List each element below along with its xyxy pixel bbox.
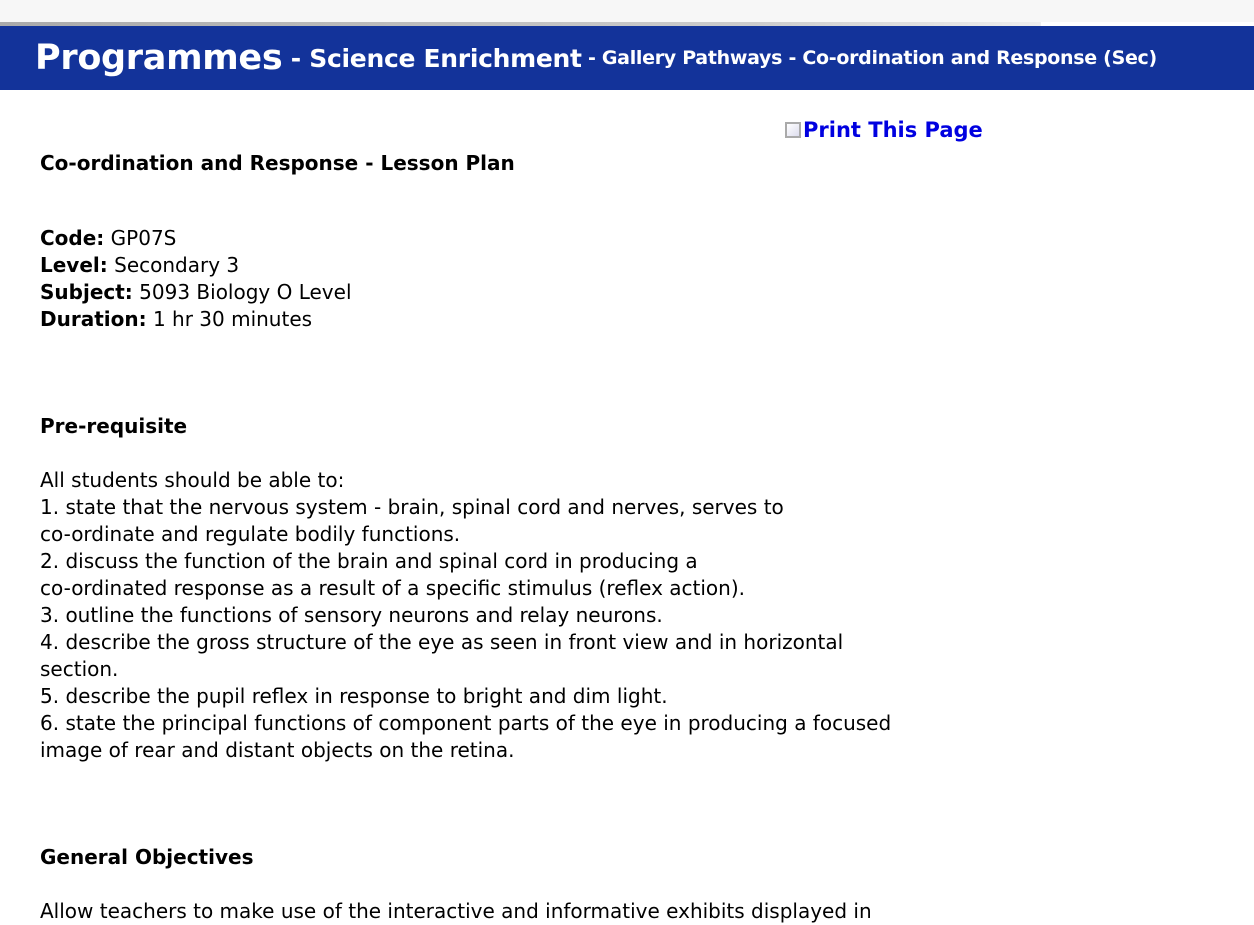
text-line: Allow teachers to make use of the interactive and informative exhibits displayed in <box>40 899 872 923</box>
meta-value: Secondary 3 <box>107 253 240 277</box>
text-line: 3. outline the functions of sensory neurons and relay neurons. <box>40 603 663 627</box>
meta-label: Subject: <box>40 280 133 304</box>
prereq-heading: Pre-requisite <box>40 414 188 438</box>
prereq-text <box>40 467 1020 764</box>
objectives-heading: General Objectives <box>40 845 254 869</box>
lesson-meta <box>40 225 1020 333</box>
banner-topic: Co-ordination and Response (Sec) <box>802 47 1157 69</box>
text-line: 2. discuss the function of the brain and spinal cord in producing a <box>40 549 698 573</box>
browser-top-strip <box>0 0 1254 22</box>
banner-sep: - <box>782 47 803 69</box>
meta-value: 1 hr 30 minutes <box>146 307 313 331</box>
meta-value: 5093 Biology O Level <box>132 280 352 304</box>
print-icon <box>785 122 801 138</box>
text-line: 5. describe the pupil reflex in response to bright and dim light. <box>40 684 668 708</box>
page-banner <box>0 26 1254 90</box>
banner-programmes: Programmes <box>35 38 283 78</box>
banner-gallery: Gallery Pathways <box>601 47 783 69</box>
meta-level <box>40 252 1020 279</box>
text-line: image of rear and distant objects on the retina. <box>40 738 515 762</box>
text-line: 1. state that the nervous system - brain, spinal cord and nerves, serves to <box>40 495 784 519</box>
text-line: 4. describe the gross structure of the eye as seen in front view and in horizontal <box>40 630 844 654</box>
meta-label: Code: <box>40 226 105 250</box>
print-label: Print This Page <box>803 118 983 142</box>
banner-sep: - <box>282 43 310 73</box>
text-line: co-ordinated response as a result of a specific stimulus (reflex action). <box>40 576 745 600</box>
text-line: co-ordinate and regulate bodily functions. <box>40 522 461 546</box>
meta-code <box>40 225 1020 252</box>
banner-science: Science Enrichment <box>309 43 582 73</box>
meta-subject <box>40 279 1020 306</box>
banner-sep: - <box>581 47 602 69</box>
meta-label: Duration: <box>40 307 147 331</box>
lesson-content <box>40 150 1020 925</box>
meta-value: GP07S <box>104 226 177 250</box>
meta-label: Level: <box>40 253 108 277</box>
objectives-text <box>40 898 1020 925</box>
text-line: section. <box>40 657 119 681</box>
meta-duration <box>40 306 1020 333</box>
text-line: 6. state the principal functions of component parts of the eye in producing a focused <box>40 711 892 735</box>
print-page-link[interactable] <box>785 118 983 142</box>
text-line: All students should be able to: <box>40 468 345 492</box>
lesson-title: Co-ordination and Response - Lesson Plan <box>40 151 515 175</box>
